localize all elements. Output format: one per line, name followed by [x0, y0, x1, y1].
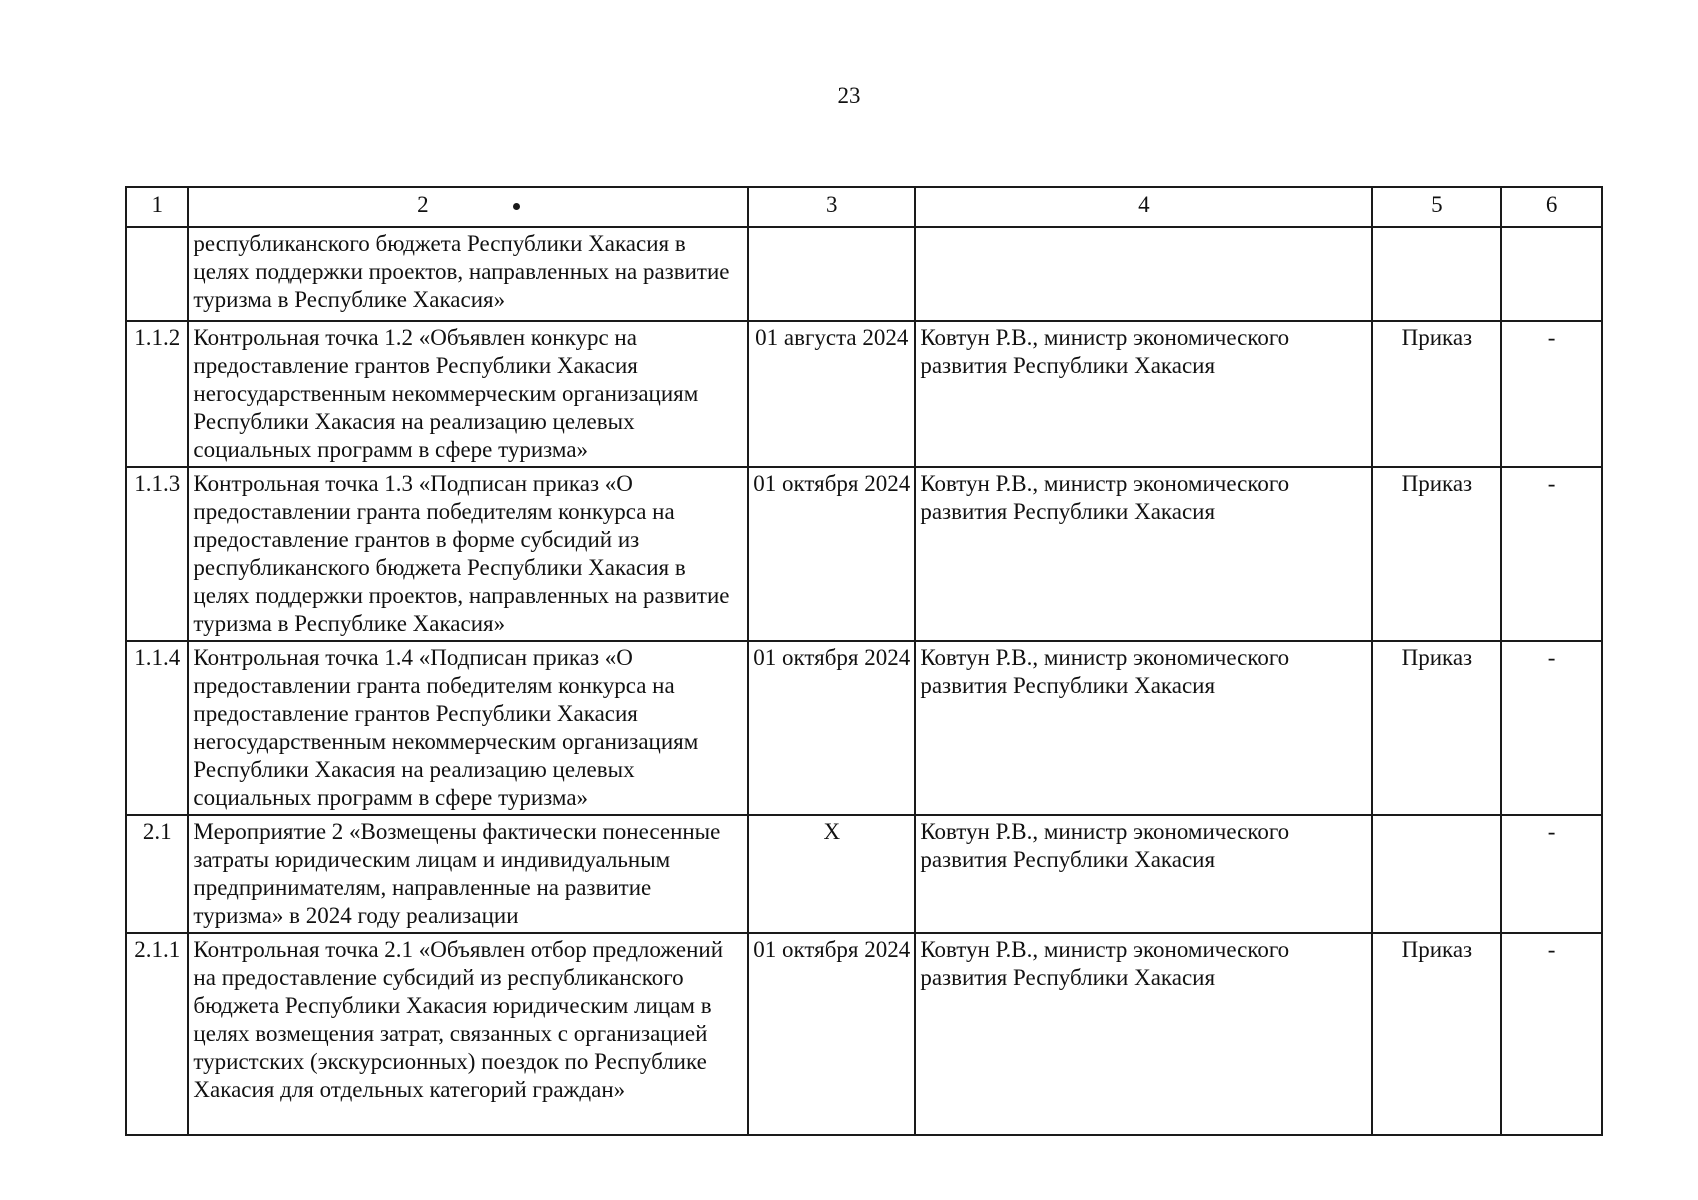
row-document-cell: Приказ [1372, 641, 1501, 815]
row-number-cell: 1.1.2 [126, 321, 188, 467]
column-number-3: 3 [748, 187, 915, 227]
row-date-cell: 01 октября 2024 [748, 933, 915, 1135]
row-responsible-cell: Ковтун Р.В., министр экономического развития Республики Хакасия [915, 467, 1372, 641]
row-text-cell: Контрольная точка 2.1 «Объявлен отбор предложений на предоставление субсидий из республиканского бюджета Республики Хакасия юридическим лицам в целях возмещения затрат, связанных с организацией туристских (экскурсионных) поездок по Республике Хакасия для отдельных категорий граждан» [188, 933, 748, 1135]
row-note-cell: - [1501, 321, 1602, 467]
dot-mark [513, 203, 520, 210]
row-note-cell [1501, 227, 1602, 321]
column-number-6: 6 [1501, 187, 1602, 227]
row-date-cell [748, 227, 915, 321]
row-responsible-cell: Ковтун Р.В., министр экономического развития Республики Хакасия [915, 321, 1372, 467]
table-row [126, 641, 1602, 815]
row-document-cell [1372, 227, 1501, 321]
column-number-1: 1 [126, 187, 188, 227]
row-date-cell: 01 октября 2024 [748, 641, 915, 815]
column-number-5: 5 [1372, 187, 1501, 227]
row-note-cell: - [1501, 467, 1602, 641]
row-date-cell: 01 августа 2024 [748, 321, 915, 467]
table-row [126, 933, 1602, 1135]
row-document-cell [1372, 815, 1501, 933]
table-row [126, 467, 1602, 641]
control-points-table [125, 186, 1603, 1136]
table-row [126, 321, 1602, 467]
row-note-cell: - [1501, 815, 1602, 933]
row-responsible-cell [915, 227, 1372, 321]
column-number-2 [188, 187, 748, 227]
row-responsible-cell: Ковтун Р.В., министр экономического развития Республики Хакасия [915, 933, 1372, 1135]
table-row [126, 815, 1602, 933]
row-note-cell: - [1501, 933, 1602, 1135]
row-text-cell: Контрольная точка 1.3 «Подписан приказ «О предоставлении гранта победителям конкурса на предоставление грантов в форме субсидий из республиканского бюджета Республики Хакасия в целях поддержки проектов, направленных на развитие туризма в Республике Хакасия» [188, 467, 748, 641]
row-number-cell: 2.1.1 [126, 933, 188, 1135]
row-responsible-cell: Ковтун Р.В., министр экономического развития Республики Хакасия [915, 815, 1372, 933]
row-date-cell: 01 октября 2024 [748, 467, 915, 641]
row-number-cell: 2.1 [126, 815, 188, 933]
row-text-cell: Контрольная точка 1.2 «Объявлен конкурс на предоставление грантов Республики Хакасия негосударственным некоммерческим организациям Республики Хакасия на реализацию целевых социальных программ в сфере туризма» [188, 321, 748, 467]
row-number-cell [126, 227, 188, 321]
table-row [126, 227, 1602, 321]
row-document-cell: Приказ [1372, 933, 1501, 1135]
table-header-row [126, 187, 1602, 227]
row-text-cell: Мероприятие 2 «Возмещены фактически понесенные затраты юридическим лицам и индивидуальным предпринимателям, направленные на развитие туризма» в 2024 году реализации [188, 815, 748, 933]
row-responsible-cell: Ковтун Р.В., министр экономического развития Республики Хакасия [915, 641, 1372, 815]
column-number-2-label: 2 [417, 192, 429, 217]
column-number-4: 4 [915, 187, 1372, 227]
row-number-cell: 1.1.4 [126, 641, 188, 815]
row-note-cell: - [1501, 641, 1602, 815]
row-text-cell: Контрольная точка 1.4 «Подписан приказ «О предоставлении гранта победителям конкурса на предоставление грантов Республики Хакасия негосударственным некоммерческим организациям Республики Хакасия на реализацию целевых социальных программ в сфере туризма» [188, 641, 748, 815]
row-document-cell: Приказ [1372, 467, 1501, 641]
row-number-cell: 1.1.3 [126, 467, 188, 641]
page-number: 23 [837, 83, 861, 108]
row-text-cell: республиканского бюджета Республики Хакасия в целях поддержки проектов, направленных на развитие туризма в Республике Хакасия» [188, 227, 748, 321]
row-date-cell: Х [748, 815, 915, 933]
row-document-cell: Приказ [1372, 321, 1501, 467]
